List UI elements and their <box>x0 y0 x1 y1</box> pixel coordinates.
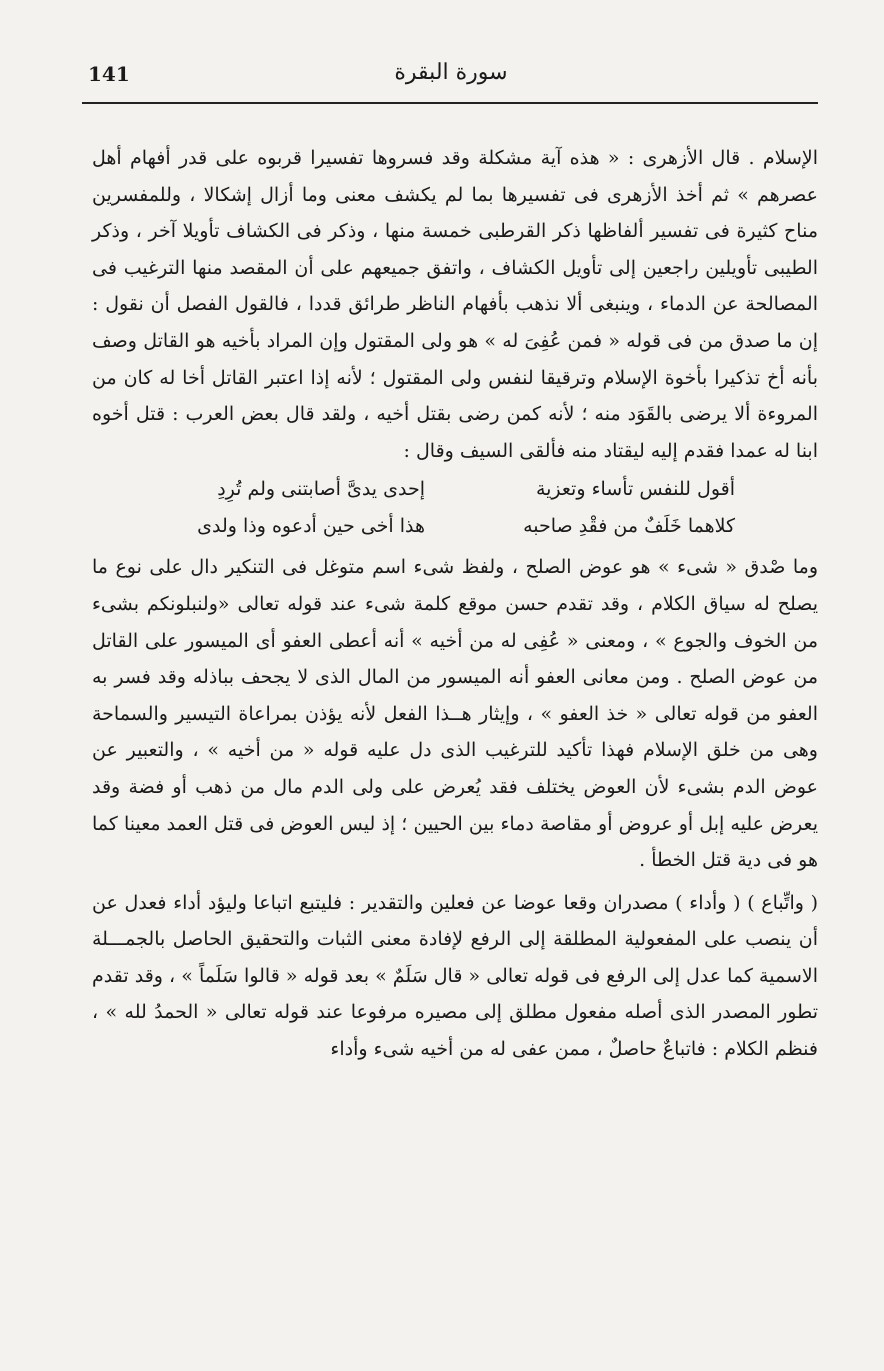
poem-verse-2-first-hemistich: كلاهما خَلَفٌ من فقْدِ صاحبه <box>523 515 735 538</box>
poem-verse-2-second-hemistich: هذا أخى حين أدعوه وذا ولدى <box>197 515 425 538</box>
page-number: 141 <box>88 62 130 86</box>
poem-verse-2 <box>92 508 818 545</box>
header-divider <box>82 102 818 104</box>
running-title: سورة البقرة <box>394 60 508 85</box>
poem-verse-1-first-hemistich: أقول للنفس تأساء وتعزية <box>535 478 735 501</box>
paragraph-2: وما صْدق « شىء » هو عوض الصلح ، ولفظ شىء اسم متوغل فى التنكير دال على نوع ما يصلح له سياق الكلام ، وقد تقدم حسن موقع كلمة شىء عند قوله تعالى «ولنبلونكم بشىء من الخوف والجوع » ، ومعنى « عُفِى له من أخيه » أنه أعطى العفو أى الميسور على القاتل من عوض الصلح . ومن معانى العفو أنه الميسور من المال الذى لا يجحف بباذله وقد فسر به العفو من قوله تعالى « خذ العفو » ، وإيثار هــذا الفعل لأنه يؤذن بمراعاة التيسير والسماحة وهى من خلق الإسلام فهذا تأكيد للترغيب الذى دل عليه قوله « من أخيه » ، والتعبير عن عوض الدم بشىء لأن العوض يختلف فقد يُعرض على ولى الدم مال من ذهب أو فضة وقد يعرض عليه إبل أو عروض أو مقاصة دماء بين الحيين ؛ إذ ليس العوض فى قتل العمد معينا كما هو فى دية قتل الخطأ . <box>92 556 819 872</box>
paragraph-1: الإسلام . قال الأزهرى : « هذه آية مشكلة وقد فسروها تفسيرا قربوه على قدر أفهام أهل عصرهم » ثم أخذ الأزهرى فى تفسيرها بما لم يكشف معنى وما أزال إشكالا ، وللمفسرين مناح كثيرة فى تفسير ألفاظها ذكر القرطبى خمسة منها ، وذكر فى الكشاف تأويلا آخر ، وذكر الطيبى تأويلين راجعين إلى تأويل الكشاف ، واتفق جميعهم على أن المقصد منها الترغيب فى المصالحة عن الدماء ، وينبغى ألا نذهب بأفهام الناظر طرائق قددا ، فالقول الفصل أن نقول : إن ما صدق من فى قوله « فمن عُفِىَ له » هو ولى المقتول وإن المراد بأخيه هو القاتل وصف بأنه أخ تذكيرا بأخوة الإسلام وترقيقا لنفس ولى المقتول ؛ لأنه إذا اعتبر القاتل أخا له كان من المروءة ألا يرضى بالقَوَد منه ؛ لأنه كمن رضى بقتل أخيه ، ولقد قال بعض العرب : قتل أخوه ابنا له عمدا فقدم إليه ليقتاد منه فألقى السيف وقال : <box>92 147 818 462</box>
paragraph-3: ( واتِّباع ) ( وأداء ) مصدران وقعا عوضا عن فعلين والتقدير : فليتبع اتباعا وليؤد أداء فعدل عن أن ينصب على المفعولية المطلقة إلى الرفع لإفادة معنى الثبات والتحقيق الحاصل بالجمـــلة الاسمية كما عدل إلى الرفع فى قوله تعالى « قال سَلَمٌ » بعد قوله « قالوا سَلَماً » ، وقد تقدم تطور المصدر الذى أصله مفعول مطلق إلى مصيره مرفوعا عند قوله تعالى « الحمدُ لله » ، فنظم الكلام : فاتباعٌ حاصلٌ ، ممن عفى له من أخيه شىء وأداء <box>92 891 818 1061</box>
poem-verse-1-second-hemistich: إحدى يدىَّ أصابتنى ولم تُرِدِ <box>217 478 425 501</box>
poem-block <box>92 471 818 545</box>
poem-verse-1 <box>92 471 818 508</box>
main-text <box>92 140 818 1068</box>
page-header <box>88 60 814 100</box>
